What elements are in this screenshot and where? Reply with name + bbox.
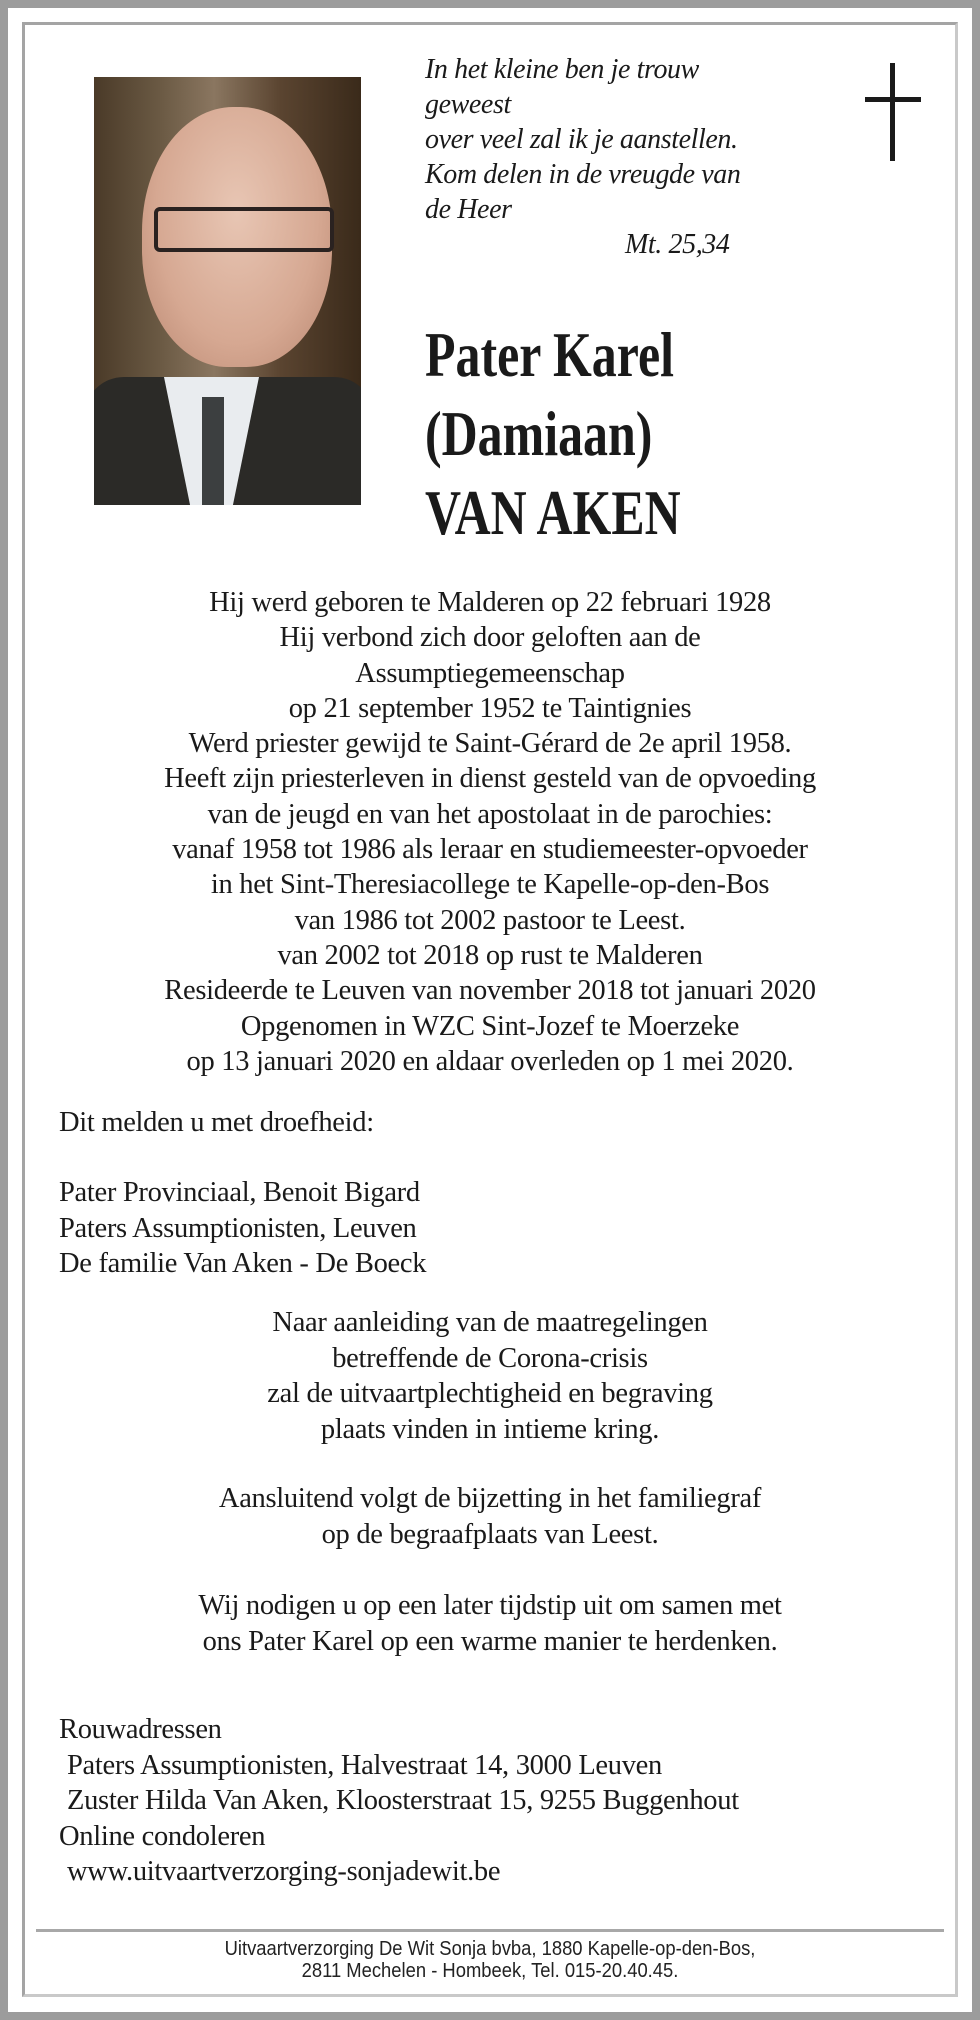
mourners-list: [59, 1175, 426, 1282]
photo-glasses: [154, 207, 334, 252]
bio-line: Heeft zijn priesterleven in dienst gesteld van de opvoeding: [164, 763, 816, 795]
bio-line: Assumptiegemeenschap: [355, 657, 625, 689]
name-line: (Damiaan): [425, 398, 653, 469]
notice-line: Aansluitend volgt de bijzetting in het familiegraf: [218, 1483, 762, 1514]
quote-line: In het kleine ben je trouw: [425, 54, 699, 85]
quote-line: over veel zal ik je aanstellen.: [425, 124, 738, 155]
remembrance-notice: [30, 1588, 950, 1659]
bio-line: Werd priester gewijd te Saint-Gérard de 2e april 1958.: [188, 728, 792, 760]
mourner: De familie Van Aken - De Boeck: [59, 1248, 427, 1279]
notice-line: plaats vinden in intieme kring.: [320, 1413, 660, 1445]
bio-line: van de jeugd en van het apostolaat in de parochies:: [207, 798, 773, 830]
address-line: Zuster Hilda Van Aken, Kloosterstraat 15, 9255 Buggenhout: [67, 1785, 739, 1816]
website-link[interactable]: www.uitvaartverzorging-sonjadewit.be: [67, 1856, 501, 1887]
condolence-addresses: [59, 1712, 739, 1890]
bio-line: Hij verbond zich door geloften aan de: [279, 622, 701, 654]
bio-line: in het Sint-Theresiacollege te Kapelle-op-den-Bos: [210, 869, 770, 901]
surname: VAN AKEN: [425, 477, 681, 548]
bio-line: Hij werd geboren te Malderen op 22 februari 1928: [209, 587, 771, 618]
addresses-heading: Rouwadressen: [59, 1714, 222, 1745]
photo-tie: [202, 397, 224, 505]
footer-divider: [36, 1929, 944, 1932]
funeral-home-footer: [67, 1938, 913, 1982]
notice-line: betreffende de Corona-crisis: [332, 1342, 648, 1374]
notice-line: Wij nodigen u op een later tijdstip uit om samen met: [198, 1590, 782, 1621]
quote-line: geweest: [425, 89, 511, 120]
notice-line: op de begraafplaats van Leest.: [321, 1518, 659, 1550]
address-line: Paters Assumptionisten, Halvestraat 14, 3000 Leuven: [67, 1749, 662, 1781]
notice-line: ons Pater Karel op een warme manier te herdenken.: [202, 1625, 778, 1657]
name-line: Pater Karel: [425, 319, 675, 390]
bio-line: Opgenomen in WZC Sint-Jozef te Moerzeke: [240, 1010, 740, 1042]
quote-line: Kom delen in de vreugde van: [425, 159, 741, 190]
bible-quote: [425, 52, 825, 262]
notice-line: zal de uitvaartplechtigheid en begraving: [267, 1378, 713, 1409]
deceased-name: [425, 315, 681, 552]
footer-line: 2811 Mechelen - Hombeek, Tel. 015-20.40.45.: [301, 1960, 679, 1982]
portrait-photo: [94, 77, 361, 505]
cross-icon: [865, 63, 921, 161]
notice-line: Naar aanleiding van de maatregelingen: [272, 1307, 708, 1338]
quote-reference: Mt. 25,34: [625, 229, 730, 260]
bio-line: vanaf 1958 tot 1986 als leraar en studiemeester-opvoeder: [172, 834, 808, 866]
announcement: Dit melden u met droefheid:: [59, 1107, 374, 1138]
quote-line: de Heer: [425, 194, 512, 225]
burial-notice: [30, 1481, 950, 1552]
online-condolence-heading: Online condoleren: [59, 1820, 266, 1852]
bio-line: op 13 januari 2020 en aldaar overleden op 1 mei 2020.: [186, 1045, 794, 1077]
mourner: Pater Provinciaal, Benoit Bigard: [59, 1177, 420, 1208]
mourner: Paters Assumptionisten, Leuven: [59, 1212, 417, 1244]
corona-notice: [30, 1305, 950, 1447]
biography: [30, 585, 950, 1079]
bio-line: van 2002 tot 2018 op rust te Malderen: [277, 939, 703, 971]
bio-line: op 21 september 1952 te Taintignies: [288, 692, 692, 724]
bio-line: van 1986 tot 2002 pastoor te Leest.: [294, 904, 686, 936]
footer-line: Uitvaartverzorging De Wit Sonja bvba, 1880 Kapelle-op-den-Bos,: [224, 1938, 756, 1960]
bio-line: Resideerde te Leuven van november 2018 tot januari 2020: [164, 975, 816, 1007]
